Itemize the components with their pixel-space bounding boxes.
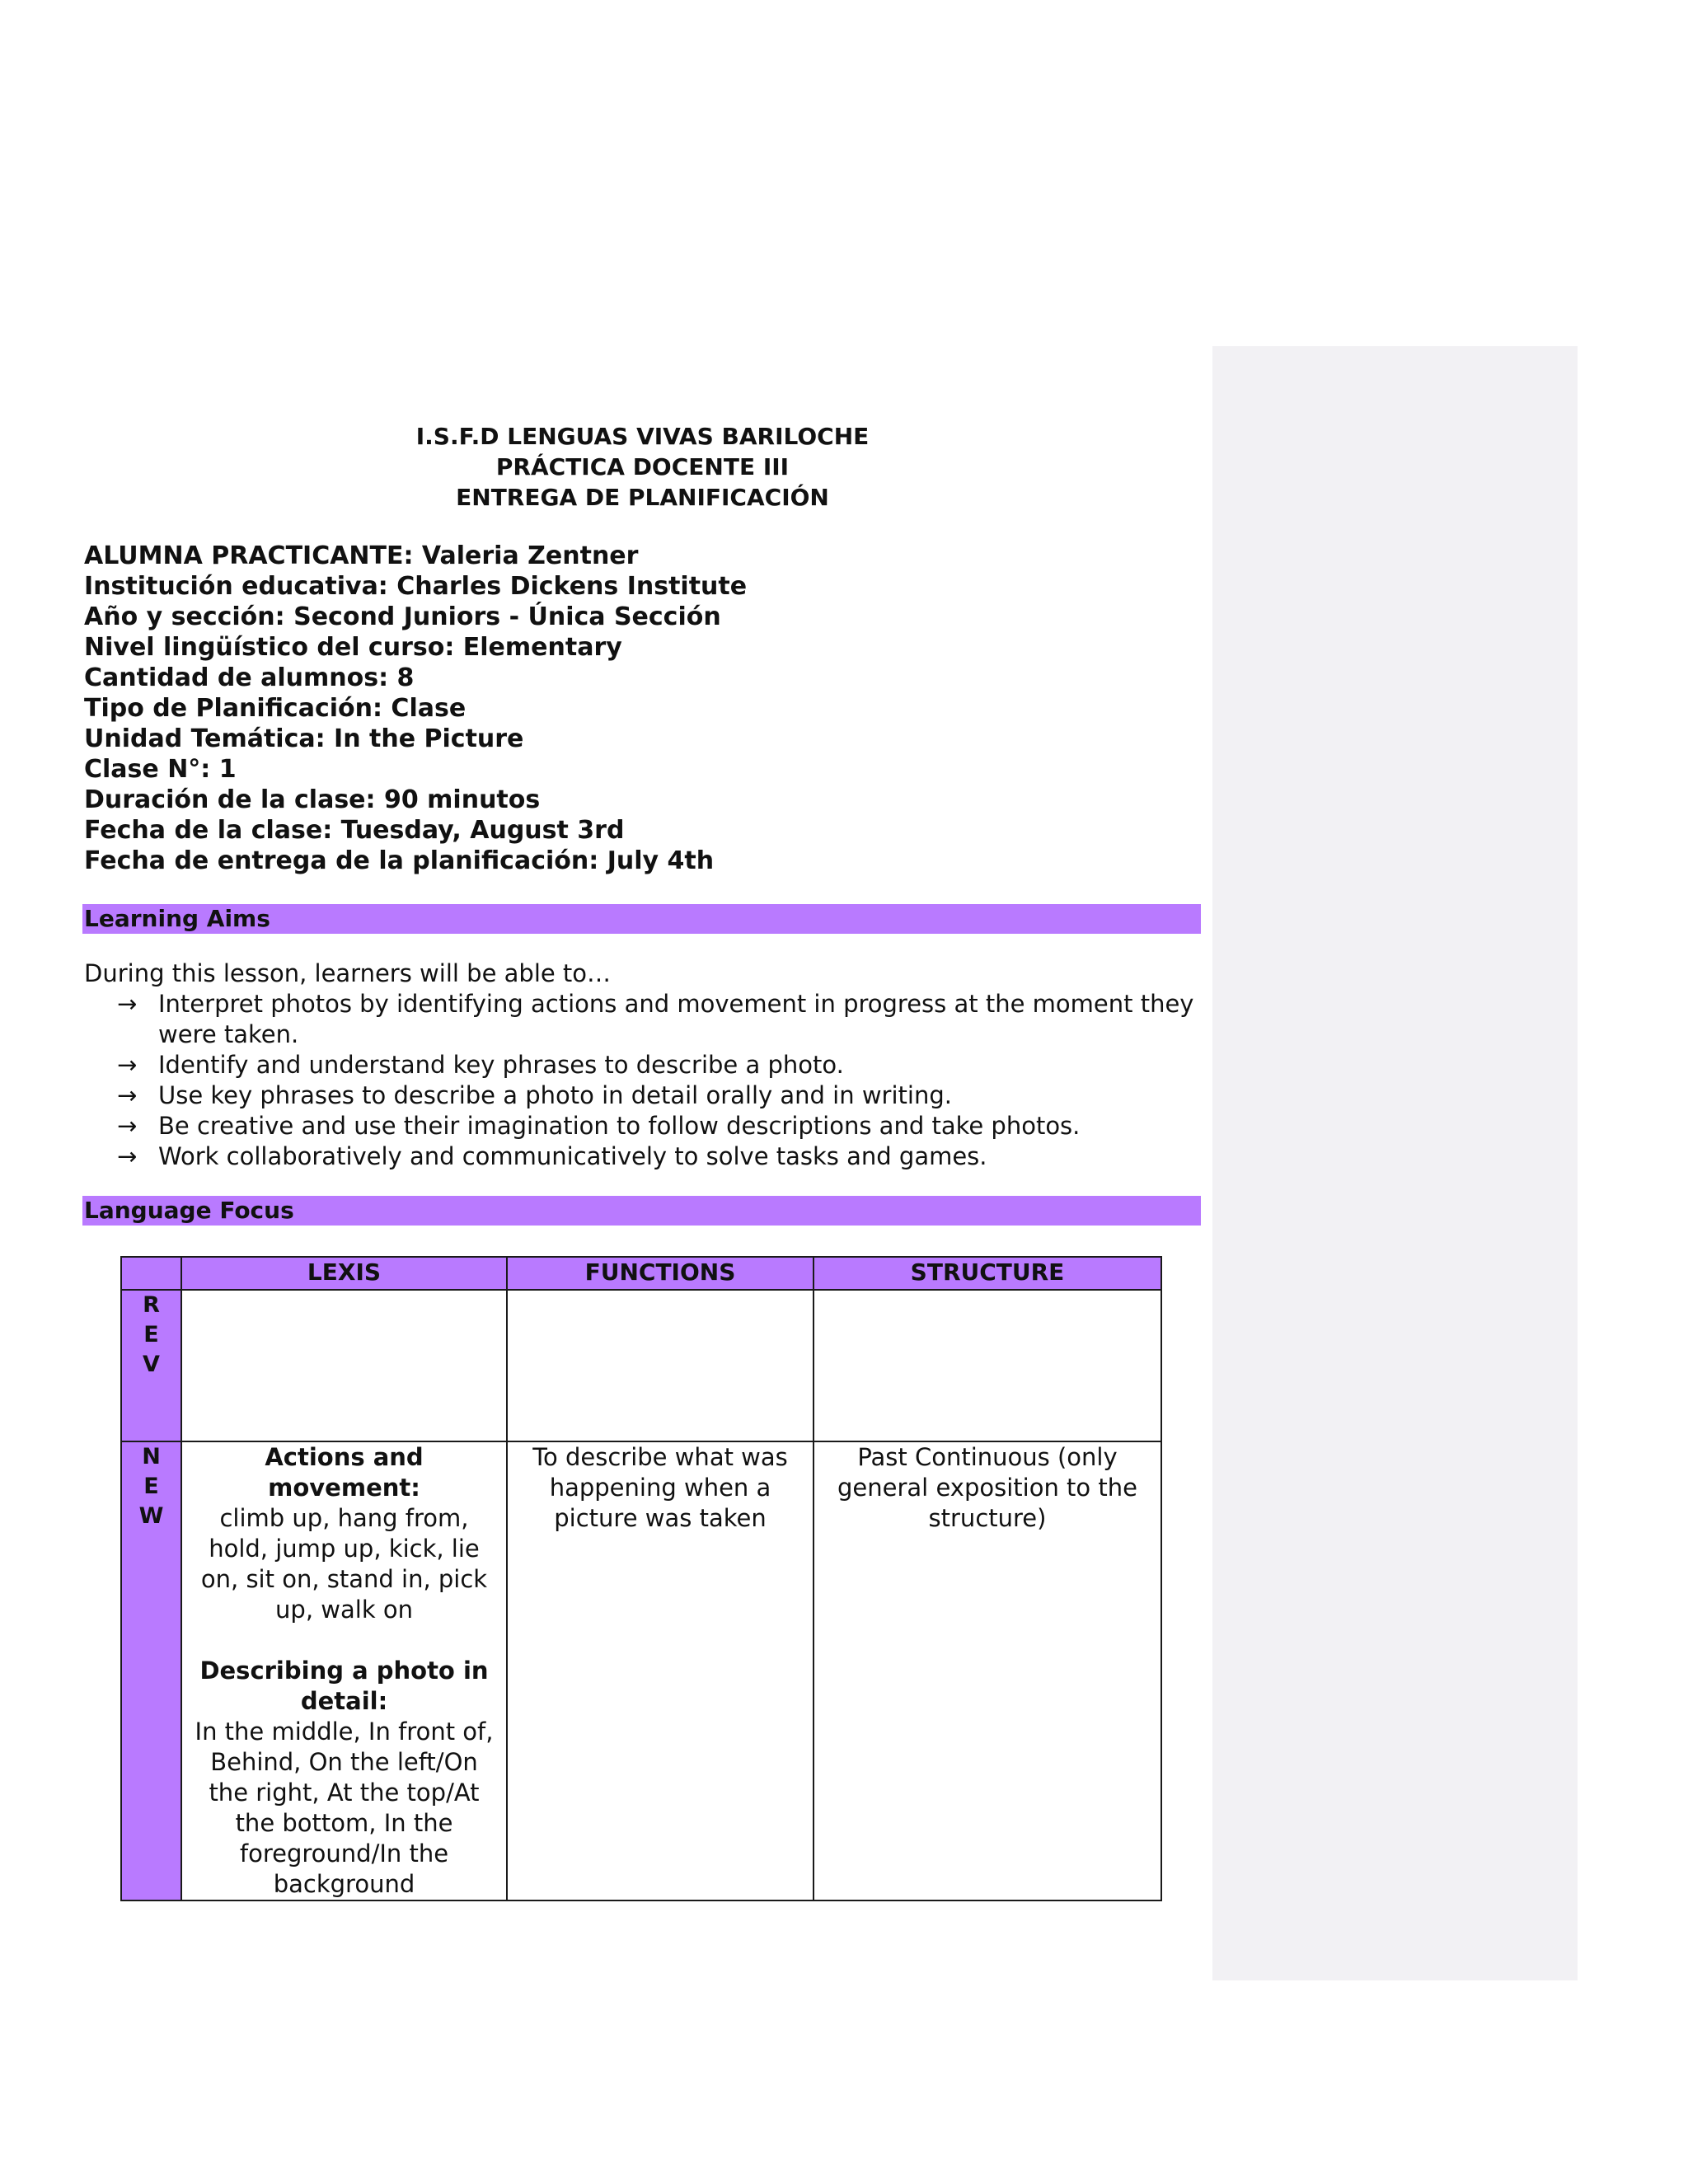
document-title — [84, 421, 1201, 513]
functions-text: To describe what was happening when a picture was taken — [532, 1443, 788, 1532]
info-plan-type: Tipo de Planificación: Clase — [84, 694, 467, 723]
comments-sidebar — [1212, 346, 1578, 1980]
lexis-describing-text: In the middle, In front of, Behind, On the left/On the right, At the top/At the bottom, In the foreground/In the background — [195, 1718, 494, 1898]
column-header-structure: STRUCTURE — [814, 1257, 1161, 1290]
lexis-actions-text: climb up, hang from, hold, jump up, kick, lie on, sit on, stand in, pick up, walk on — [200, 1504, 488, 1624]
row-label-letter: R — [143, 1292, 160, 1318]
new-structure-cell — [814, 1441, 1161, 1900]
rev-lexis-cell — [181, 1290, 507, 1441]
rev-structure-cell — [814, 1290, 1161, 1441]
info-student: ALUMNA PRACTICANTE: Valeria Zentner — [84, 541, 639, 570]
structure-text: Past Continuous (only general exposition to the structure) — [837, 1443, 1137, 1532]
aim-item — [84, 989, 1201, 1050]
rev-functions-cell — [507, 1290, 814, 1441]
lexis-heading-actions: Actions and movement: — [265, 1443, 424, 1502]
new-lexis-cell — [181, 1441, 507, 1900]
aim-item — [84, 1111, 1201, 1141]
info-class-date: Fecha de la clase: Tuesday, August 3rd — [84, 816, 625, 845]
aim-text: Be creative and use their imagination to follow descriptions and take photos. — [158, 1112, 1081, 1140]
aims-intro: During this lesson, learners will be able to… — [84, 959, 612, 987]
info-institution: Institución educativa: Charles Dickens Institute — [84, 572, 748, 601]
language-focus-table — [120, 1256, 1162, 1901]
row-label-letter: E — [143, 1322, 159, 1347]
info-duration: Duración de la clase: 90 minutos — [84, 785, 541, 814]
arrow-right-icon: → — [117, 1112, 138, 1140]
learning-aims — [84, 958, 1201, 1172]
arrow-right-icon: → — [117, 1142, 138, 1170]
table-corner-cell — [121, 1257, 181, 1290]
info-year-section: Año y sección: Second Juniors - Única Sección — [84, 602, 721, 631]
arrow-right-icon: → — [117, 990, 138, 1018]
aims-list — [84, 989, 1201, 1172]
aim-text: Use key phrases to describe a photo in detail orally and in writing. — [158, 1081, 952, 1109]
column-header-functions: FUNCTIONS — [507, 1257, 814, 1290]
info-delivery-date: Fecha de entrega de la planificación: July 4th — [84, 846, 715, 875]
aim-text: Identify and understand key phrases to describe a photo. — [158, 1051, 844, 1079]
title-line-1: I.S.F.D LENGUAS VIVAS BARILOCHE — [415, 423, 870, 450]
info-class-number: Clase N°: 1 — [84, 755, 237, 784]
language-focus-heading: Language Focus — [82, 1196, 1201, 1226]
info-unit: Unidad Temática: In the Picture — [84, 724, 524, 753]
row-label-letter: N — [142, 1444, 161, 1469]
info-level: Nivel lingüístico del curso: Elementary — [84, 633, 622, 662]
aim-text: Interpret photos by identifying actions and movement in progress at the moment they were taken. — [158, 990, 1194, 1048]
row-label-rev — [121, 1290, 181, 1441]
aim-item — [84, 1050, 1201, 1080]
title-line-2: PRÁCTICA DOCENTE III — [495, 453, 790, 480]
info-student-count: Cantidad de alumnos: 8 — [84, 663, 415, 692]
aim-item — [84, 1141, 1201, 1172]
row-label-letter: E — [143, 1474, 159, 1499]
learning-aims-heading: Learning Aims — [82, 904, 1201, 934]
table-header-row — [121, 1257, 1161, 1290]
row-label-new — [121, 1441, 181, 1900]
arrow-right-icon: → — [117, 1081, 138, 1109]
table-row-rev — [121, 1290, 1161, 1441]
lesson-info — [84, 541, 1201, 876]
title-line-3: ENTREGA DE PLANIFICACIÓN — [456, 484, 829, 511]
table-row-new — [121, 1441, 1161, 1900]
new-functions-cell — [507, 1441, 814, 1900]
lexis-heading-describing: Describing a photo in detail: — [199, 1657, 489, 1715]
column-header-lexis: LEXIS — [181, 1257, 507, 1290]
aim-item — [84, 1080, 1201, 1111]
row-label-letter: W — [138, 1503, 164, 1529]
arrow-right-icon: → — [117, 1051, 138, 1079]
row-label-letter: V — [143, 1352, 160, 1377]
aim-text: Work collaboratively and communicatively to solve tasks and games. — [158, 1142, 987, 1170]
